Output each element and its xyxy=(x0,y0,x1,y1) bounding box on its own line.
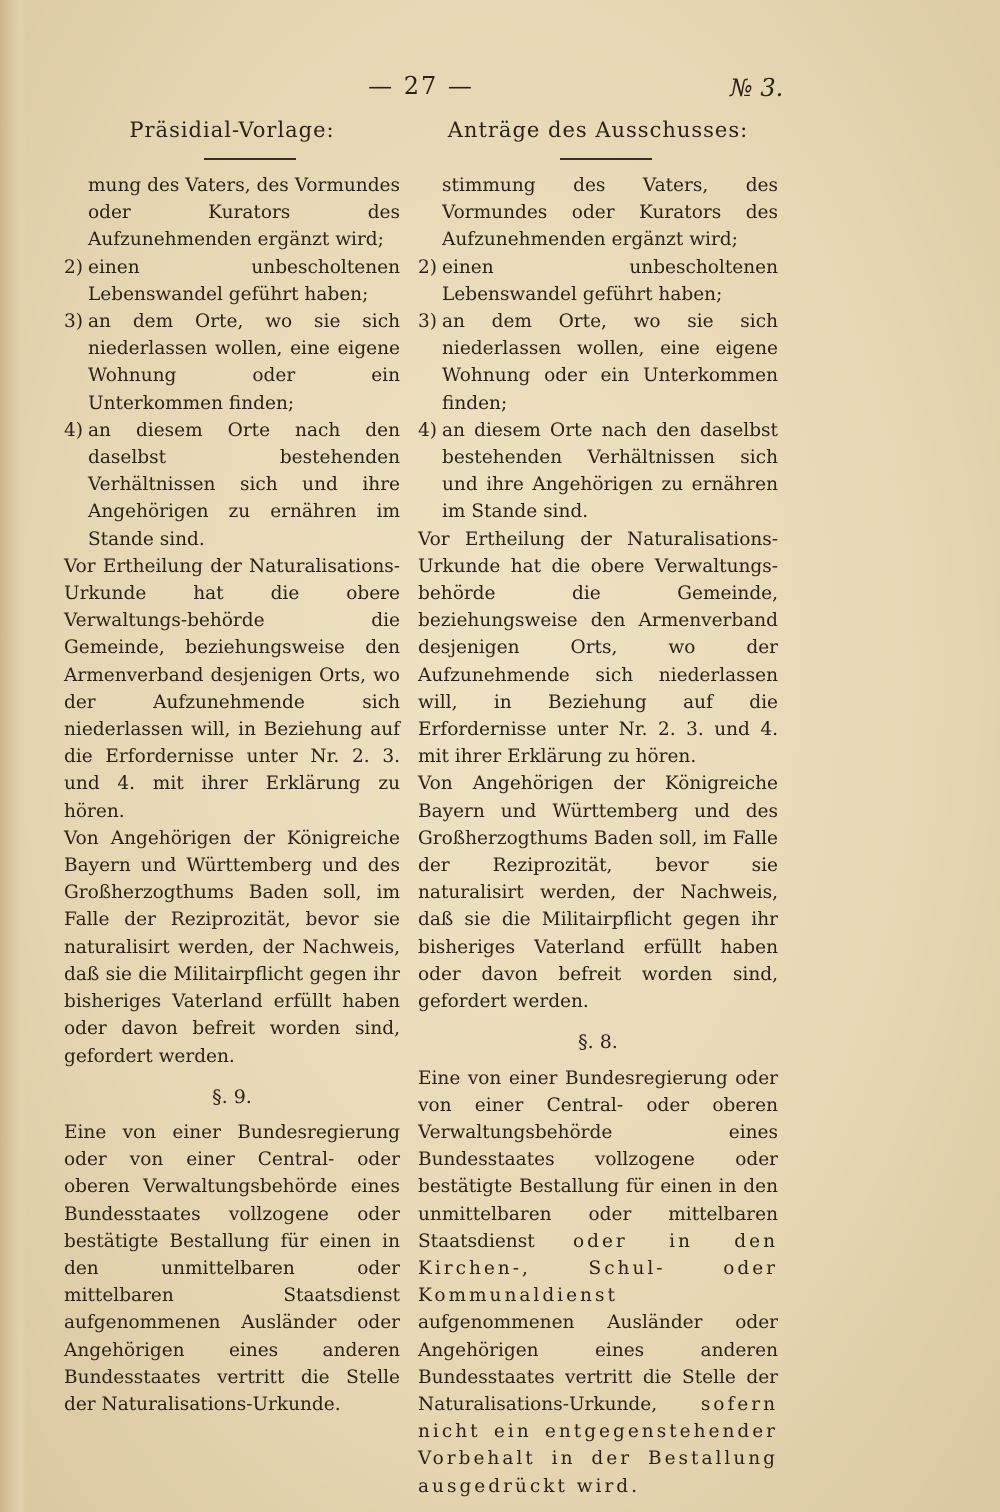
list-item xyxy=(64,308,400,417)
list-item xyxy=(418,254,778,308)
item-text: an diesem Orte nach den daselbst bestehenden Verhältnissen sich und ihre Angehörigen zu ernähren im Stande sind. xyxy=(442,419,778,523)
right-column-title: Anträge des Ausschusses: xyxy=(447,118,749,142)
right-column-text xyxy=(418,172,778,1500)
list-item xyxy=(64,254,400,308)
item-number: 2) xyxy=(418,256,437,278)
item-number: 3) xyxy=(64,311,83,333)
amendment-text: oder in den Kirchen-, Schul- oder Kommunaldienst xyxy=(418,1230,778,1307)
left-column-title: Präsidial-Vorlage: xyxy=(129,118,335,142)
item-text: an dem Orte, wo sie sich niederlassen wollen, eine eigene Wohnung oder ein Unterkommen finden; xyxy=(442,311,778,414)
item-text: an diesem Orte nach den daselbst bestehenden Verhältnissen sich und ihre Angehörigen zu ernähren im Stande sind. xyxy=(88,419,400,550)
amended-paragraph xyxy=(418,1065,778,1500)
amendment-text: sofern nicht ein entgegenstehender Vorbehalt in der Bestallung ausgedrückt wird. xyxy=(418,1393,778,1497)
item-text: an dem Orte, wo sie sich niederlassen wollen, eine eigene Wohnung oder ein Unterkommen finden; xyxy=(88,311,400,414)
item-number: 4) xyxy=(418,419,437,441)
paragraph: Vor Ertheilung der Naturalisations-Urkunde hat die obere Verwaltungs-behörde die Gemeinde, beziehungsweise den Armenverband desjenigen Orts, wo der Aufzunehmende sich niederlassen will, in Beziehung auf die Erfordernisse unter Nr. 2. 3. und 4. mit ihrer Erklärung zu hören. xyxy=(418,528,778,768)
item-number: 3) xyxy=(418,311,437,333)
document-number: № 3. xyxy=(730,74,784,102)
item-number: 2) xyxy=(64,256,83,278)
paragraph: Von Angehörigen der Königreiche Bayern und Württemberg und des Großherzogthums Baden soll, im Falle der Reziprozität, bevor sie naturalisirt werden, der Nachweis, daß sie die Militairpflicht gegen ihr bisheriges Vaterland erfüllt haben oder davon befreit worden sind, gefordert werden. xyxy=(64,827,400,1067)
item-text: einen unbescholtenen Lebenswandel geführt haben; xyxy=(442,256,778,305)
list-item xyxy=(418,417,778,526)
list-item xyxy=(64,417,400,553)
paragraph: Vor Ertheilung der Naturalisations-Urkunde hat die obere Verwaltungs-behörde die Gemeinde, beziehungsweise den Armenverband desjenigen Orts, wo der Aufzunehmende sich niederlassen will, in Beziehung auf die Erfordernisse unter Nr. 2. 3. und 4. mit ihrer Erklärung zu hören. xyxy=(64,555,400,822)
paragraph-text: Eine von einer Bundesregierung oder von einer Central- oder oberen Verwaltungsbehörde eines Bundesstaates vollzogene oder bestätigte Bestallung für einen in den unmittelbaren oder mittelbaren Staatsdienst xyxy=(418,1067,778,1252)
continuation-text: mung des Vaters, des Vormundes oder Kurators des Aufzunehmenden ergänzt wird; xyxy=(88,175,400,251)
continuation-text: stimmung des Vaters, des Vormundes oder Kurators des Aufzunehmenden ergänzt wird; xyxy=(442,175,778,251)
item-number: 4) xyxy=(64,419,83,441)
left-column-text xyxy=(64,172,400,1418)
page-header xyxy=(0,72,1000,112)
page-number: — 27 — xyxy=(368,72,474,100)
title-rule xyxy=(204,158,296,160)
paragraph: Von Angehörigen der Königreiche Bayern und Württemberg und des Großherzogthums Baden soll, im Falle der Reziprozität, bevor sie naturalisirt werden, der Nachweis, daß sie die Militairpflicht gegen ihr bisheriges Vaterland erfüllt haben oder davon befreit worden sind, gefordert werden. xyxy=(418,773,778,1013)
item-text: einen unbescholtenen Lebenswandel geführt haben; xyxy=(88,256,400,305)
left-column xyxy=(64,118,400,1418)
right-column xyxy=(418,118,778,1500)
paragraph-text: aufgenommenen Ausländer oder Angehörigen eines anderen Bundesstaates vertritt die Stelle der Naturalisations-Urkunde, xyxy=(418,1312,778,1415)
section-heading: §. 8. xyxy=(578,1031,618,1054)
title-rule xyxy=(560,158,652,160)
list-item xyxy=(418,308,778,417)
section-heading: §. 9. xyxy=(212,1085,252,1108)
paragraph: Eine von einer Bundesregierung oder von einer Central- oder oberen Verwaltungsbehörde eines Bundesstaates vollzogene oder bestätigte Bestallung für einen in den unmittelbaren oder mittelbaren Staatsdienst aufgenommenen Ausländer oder Angehörigen eines anderen Bundesstaates vertritt die Stelle der Naturalisations-Urkunde. xyxy=(64,1121,400,1415)
